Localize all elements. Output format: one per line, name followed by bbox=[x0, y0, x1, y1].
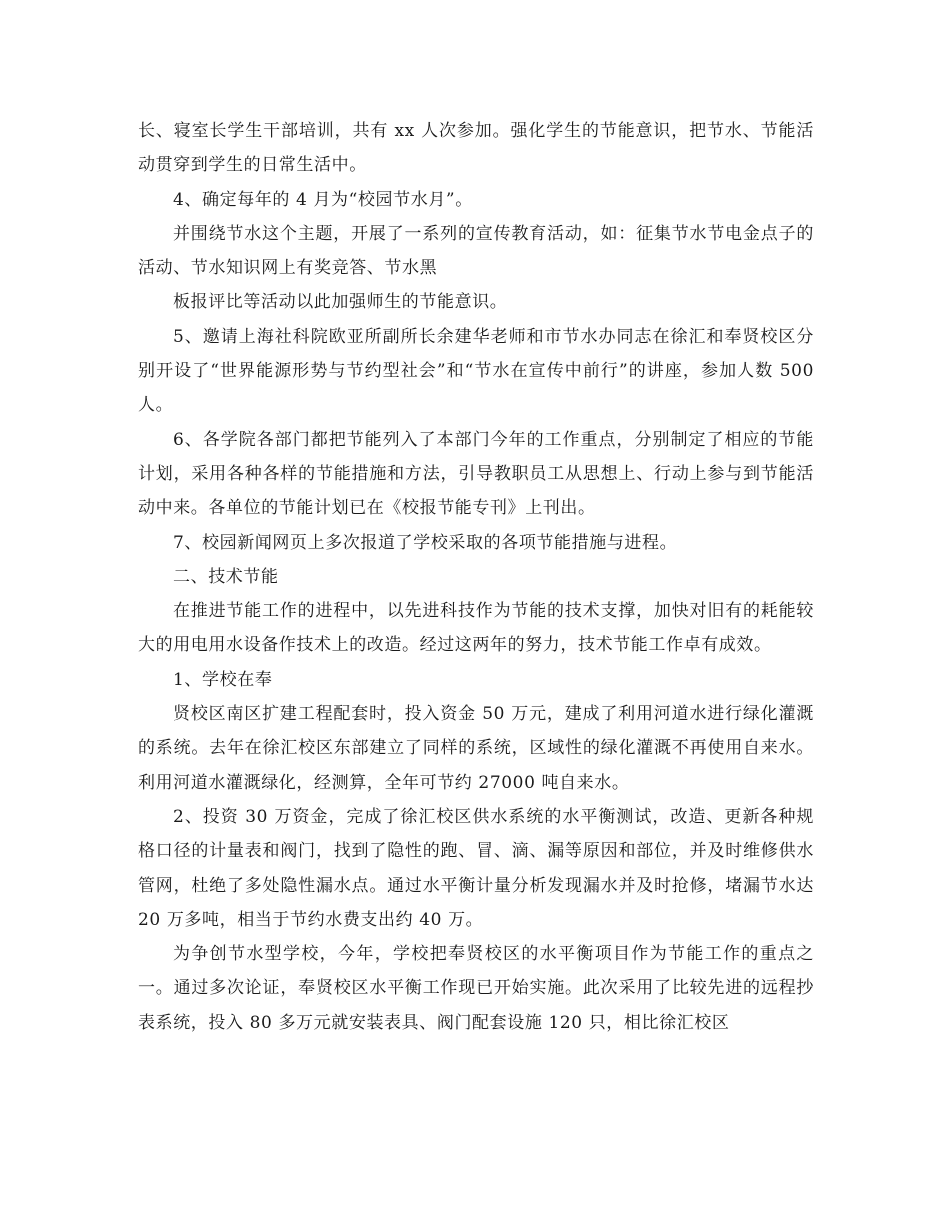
paragraph: 5、邀请上海社科院欧亚所副所长余建华老师和市节水办同志在徐汇和奉贤校区分别开设了“世界能源形势与节约型社会”和“节水在宣传中前行”的讲座，参加人数 500 人。 bbox=[138, 326, 814, 416]
paragraph: 长、寝室长学生干部培训，共有 xx 人次参加。强化学生的节能意识，把节水、节能活动贯穿到学生的日常生活中。 bbox=[138, 121, 814, 176]
document-body bbox=[138, 114, 814, 1040]
paragraph: 2、投资 30 万资金，完成了徐汇校区供水系统的水平衡测试，改造、更新各种规格口径的计量表和阀门，找到了隐性的跑、冒、滴、漏等原因和部位，并及时维修供水管网，杜绝了多处隐性漏水点。通过水平衡计量分析发现漏水并及时抢修，堵漏节水达 20 万多吨，相当于节约水费支出约 40 万。 bbox=[138, 806, 814, 930]
paragraph: 贤校区南区扩建工程配套时，投入资金 50 万元，建成了利用河道水进行绿化灌溉的系统。去年在徐汇校区东部建立了同样的系统，区域性的绿化灌溉不再使用自来水。利用河道水灌溉绿化，经测算，全年可节约 27000 吨自来水。 bbox=[138, 704, 814, 793]
paragraph: 为争创节水型学校，今年，学校把奉贤校区的水平衡项目作为节能工作的重点之一。通过多次论证，奉贤校区水平衡工作现已开始实施。此次采用了比较先进的远程抄表系统，投入 80 多万元就安装表具、阀门配套设施 120 只，相比徐汇校区 bbox=[138, 944, 814, 1033]
paragraph: 4、确定每年的 4 月为“校园节水月”。 bbox=[173, 189, 473, 210]
paragraph: 并围绕节水这个主题，开展了一系列的宣传教育活动，如：征集节水节电金点子的活动、节水知识网上有奖竞答、节水黑 bbox=[138, 223, 814, 279]
paragraph: 1、学校在奉 bbox=[173, 669, 273, 690]
paragraph: 7、校园新闻网页上多次报道了学校采取的各项节能措施与进程。 bbox=[173, 532, 678, 553]
section-heading: 二、技术节能 bbox=[173, 566, 279, 587]
paragraph: 6、各学院各部门都把节能列入了本部门今年的工作重点，分别制定了相应的节能计划，采用各种各样的节能措施和方法，引导教职员工从思想上、行动上参与到节能活动中来。各单位的节能计划已在《校报节能专刊》上刊出。 bbox=[138, 429, 814, 519]
paragraph: 板报评比等活动以此加强师生的节能意识。 bbox=[173, 292, 508, 313]
paragraph: 在推进节能工作的进程中，以先进科技作为节能的技术支撑，加快对旧有的耗能较大的用电用水设备作技术上的改造。经过这两年的努力，技术节能工作卓有成效。 bbox=[138, 601, 814, 656]
